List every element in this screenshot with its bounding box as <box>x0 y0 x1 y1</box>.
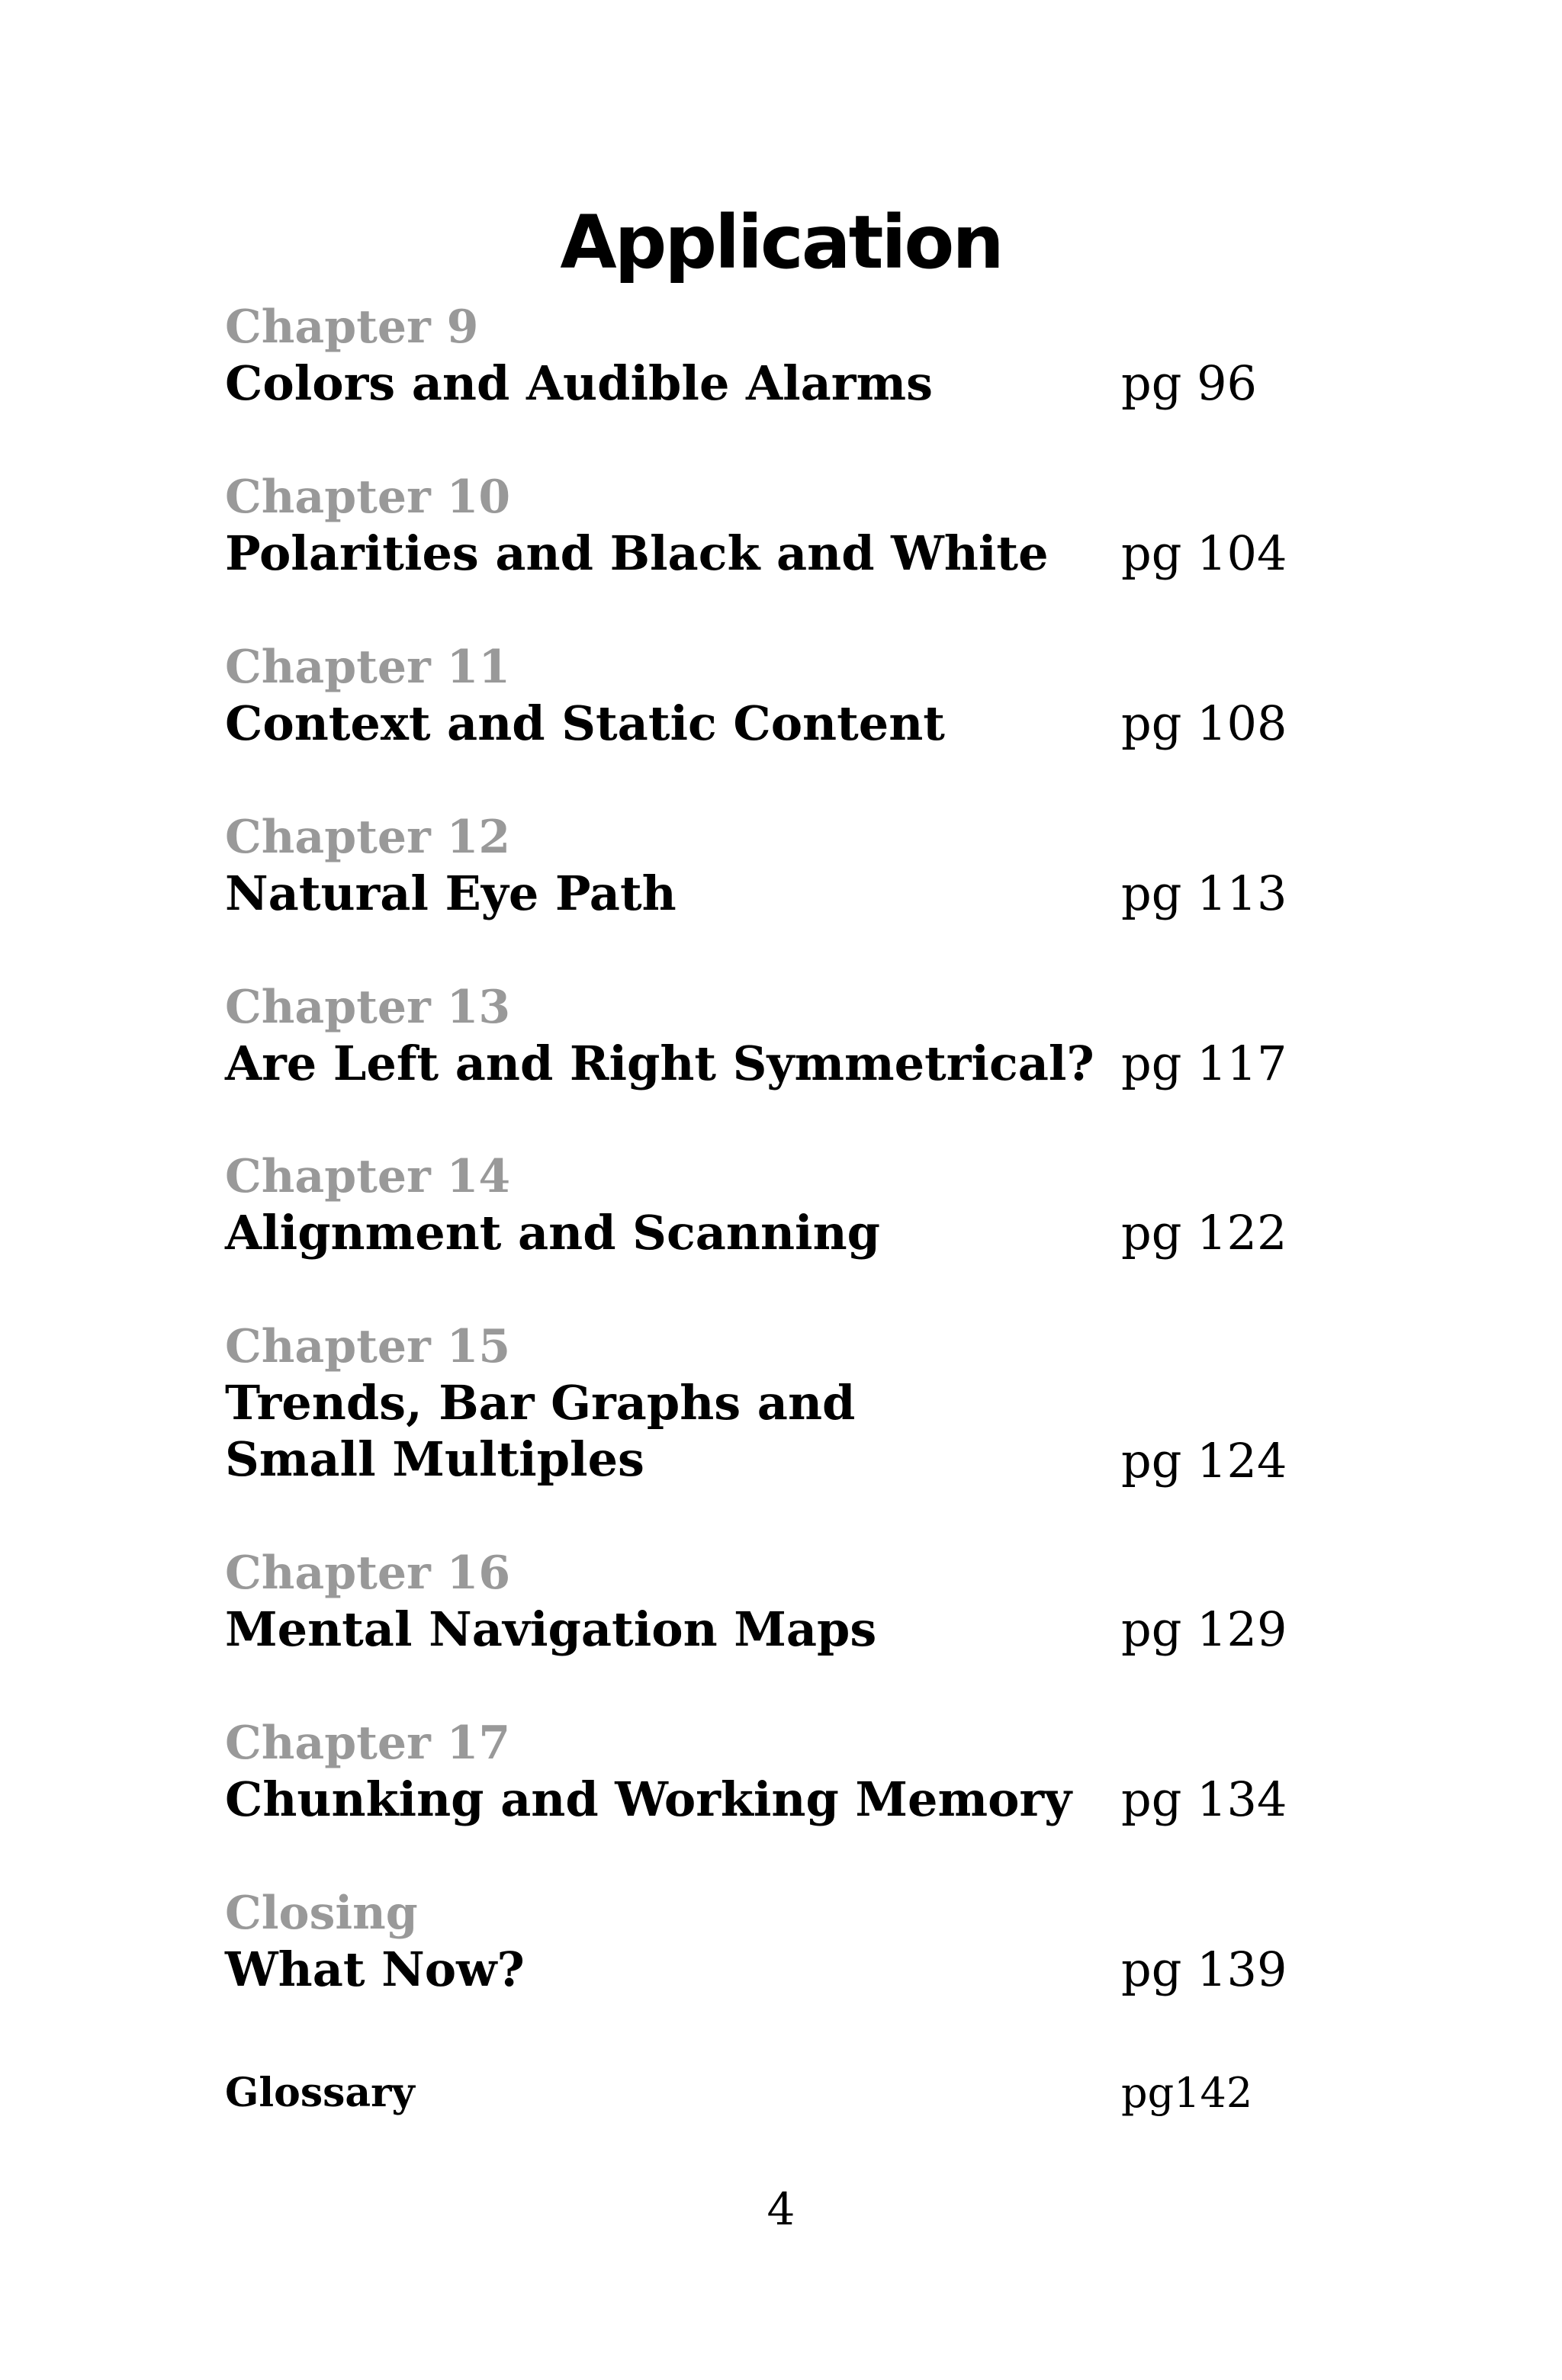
chapter-page: pg 124 <box>1121 1433 1287 1489</box>
chapter-page: pg 96 <box>1121 355 1257 411</box>
chapter-title-line-1: Trends, Bar Graphs and <box>225 1375 856 1431</box>
chapter-page: pg 108 <box>1121 695 1287 751</box>
chapter-title: Natural Eye Path <box>225 866 677 921</box>
toc-entry-chapter-14[interactable] <box>225 1148 1331 1263</box>
toc-entry-chapter-9[interactable] <box>225 299 1331 413</box>
chapter-label: Chapter 14 <box>225 1150 511 1203</box>
toc-entry-chapter-10[interactable] <box>225 469 1331 583</box>
toc-entry-chapter-12[interactable] <box>225 809 1331 923</box>
chapter-label: Chapter 16 <box>225 1547 511 1600</box>
page-title: Application <box>560 200 1002 285</box>
toc-entry-chapter-13[interactable] <box>225 979 1331 1094</box>
chapter-page: pg 139 <box>1121 1942 1287 1997</box>
chapter-title: Context and Static Content <box>225 695 945 751</box>
toc-entry-chapter-16[interactable] <box>225 1545 1331 1659</box>
chapter-label: Chapter 12 <box>225 811 511 864</box>
chapter-label: Chapter 13 <box>225 981 511 1034</box>
chapter-page: pg 117 <box>1121 1036 1287 1091</box>
chapter-title: Chunking and Working Memory <box>225 1771 1072 1827</box>
toc-entry-chapter-15[interactable] <box>225 1318 1331 1489</box>
glossary-title[interactable]: Glossary <box>225 2070 415 2116</box>
chapter-title: What Now? <box>225 1942 525 1997</box>
chapter-page: pg 122 <box>1121 1205 1287 1261</box>
chapter-page: pg 113 <box>1121 866 1287 921</box>
chapter-title: Colors and Audible Alarms <box>225 355 933 411</box>
chapter-label: Chapter 11 <box>225 641 511 694</box>
toc-entry-closing[interactable] <box>225 1885 1331 1999</box>
page-number: 4 <box>767 2183 795 2235</box>
chapter-label: Closing <box>225 1887 418 1940</box>
chapter-label: Chapter 17 <box>225 1717 511 1770</box>
chapter-title-line-2: Small Multiples <box>225 1431 644 1487</box>
chapter-title: Alignment and Scanning <box>225 1205 881 1261</box>
chapter-title: Polarities and Black and White <box>225 525 1049 581</box>
chapter-label: Chapter 10 <box>225 471 511 524</box>
chapter-title: Are Left and Right Symmetrical? <box>225 1036 1094 1091</box>
chapter-label: Chapter 9 <box>225 300 479 354</box>
chapter-page: pg 129 <box>1121 1601 1287 1657</box>
chapter-title: Mental Navigation Maps <box>225 1601 877 1657</box>
chapter-label: Chapter 15 <box>225 1320 511 1373</box>
chapter-page: pg 134 <box>1121 1771 1287 1827</box>
toc-entry-chapter-17[interactable] <box>225 1715 1331 1829</box>
chapter-page: pg 104 <box>1121 525 1287 581</box>
toc-entry-chapter-11[interactable] <box>225 639 1331 753</box>
glossary-page: pg142 <box>1121 2069 1253 2117</box>
